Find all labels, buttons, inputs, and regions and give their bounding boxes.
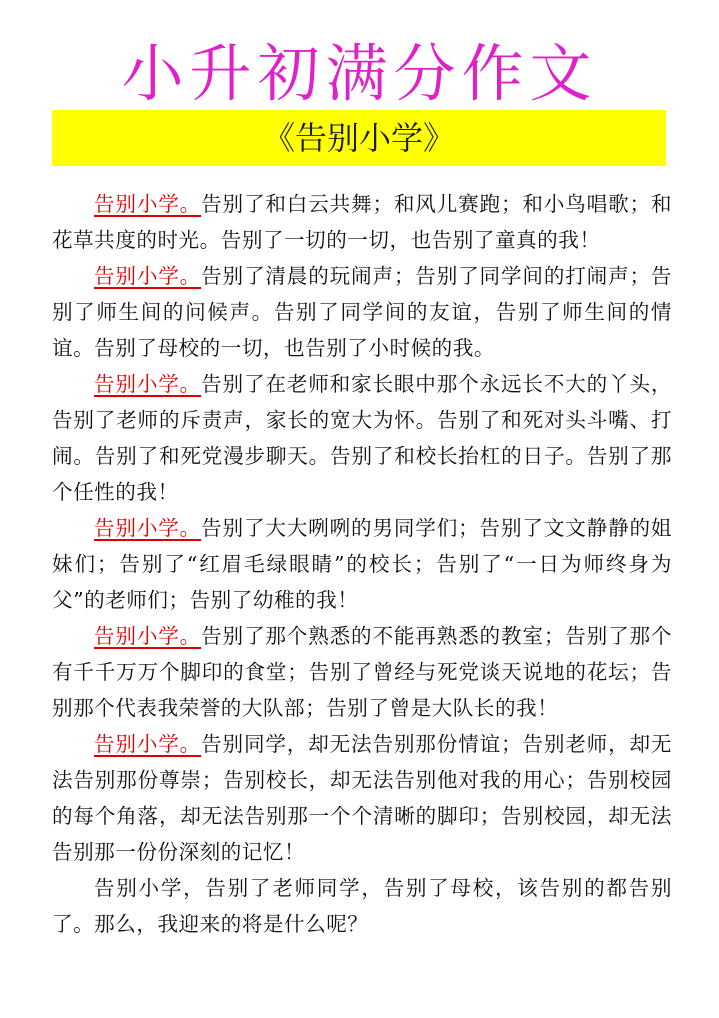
paragraph-text: 告别了在老师和家长眼中那个永远长不大的丫头，告别了老师的斥责声，家长的宽大为怀。告别了和死对头斗嘴、打闹。告别了和死党漫步聊天。告别了和校长抬杠的日子。告别了那个任性的我！ — [52, 372, 673, 504]
paragraph-lead-phrase: 告别小学。 — [94, 372, 202, 396]
paragraph-text: 告别了和白云共舞；和风儿赛跑；和小鸟唱歌；和花草共度的时光。告别了一切的一切，也告别了童真的我！ — [52, 192, 673, 252]
essay-paragraph — [52, 186, 672, 258]
paragraph-lead-phrase: 告别小学。 — [94, 516, 202, 540]
paragraph-text: 告别了大大咧咧的男同学们；告别了文文静静的姐妹们；告别了“红眉毛绿眼睛”的校长；告别了“一日为师终身为父”的老师们；告别了幼稚的我！ — [52, 516, 673, 612]
essay-paragraph — [52, 870, 672, 942]
paragraph-lead-phrase: 告别小学。 — [94, 732, 202, 756]
essay-paragraph — [52, 618, 672, 726]
page-title: 小升初满分作文 — [121, 37, 598, 110]
paragraph-text: 告别了那个熟悉的不能再熟悉的教室；告别了那个有千千万万个脚印的食堂；告别了曾经与死党谈天说地的花坛；告别那个代表我荣誉的大队部；告别了曾是大队长的我！ — [52, 624, 673, 720]
essay-paragraph — [52, 726, 672, 870]
essay-body — [52, 186, 672, 942]
paragraph-text: 告别同学，却无法告别那份情谊；告别老师，却无法告别那份尊崇；告别校长，却无法告别他对我的用心；告别校园的每个角落，却无法告别那一个个清晰的脚印；告别校园，却无法告别那一份份深刻的记忆！ — [52, 732, 673, 864]
paragraph-lead-phrase: 告别小学。 — [94, 264, 202, 288]
paragraph-lead-phrase: 告别小学。 — [94, 192, 202, 216]
essay-title-banner — [52, 110, 666, 166]
essay-paragraph — [52, 510, 672, 618]
paragraph-lead-phrase: 告别小学。 — [94, 624, 202, 648]
essay-paragraph — [52, 258, 672, 366]
essay-title: 《告别小学》 — [262, 119, 455, 157]
paragraph-text: 告别了清晨的玩闹声；告别了同学间的打闹声；告别了师生间的问候声。告别了同学间的友谊，告别了师生间的情谊。告别了母校的一切，也告别了小时候的我。 — [52, 264, 673, 360]
essay-paragraph — [52, 366, 672, 510]
paragraph-text: 告别小学，告别了老师同学，告别了母校，该告别的都告别了。那么，我迎来的将是什么呢？ — [52, 876, 672, 936]
